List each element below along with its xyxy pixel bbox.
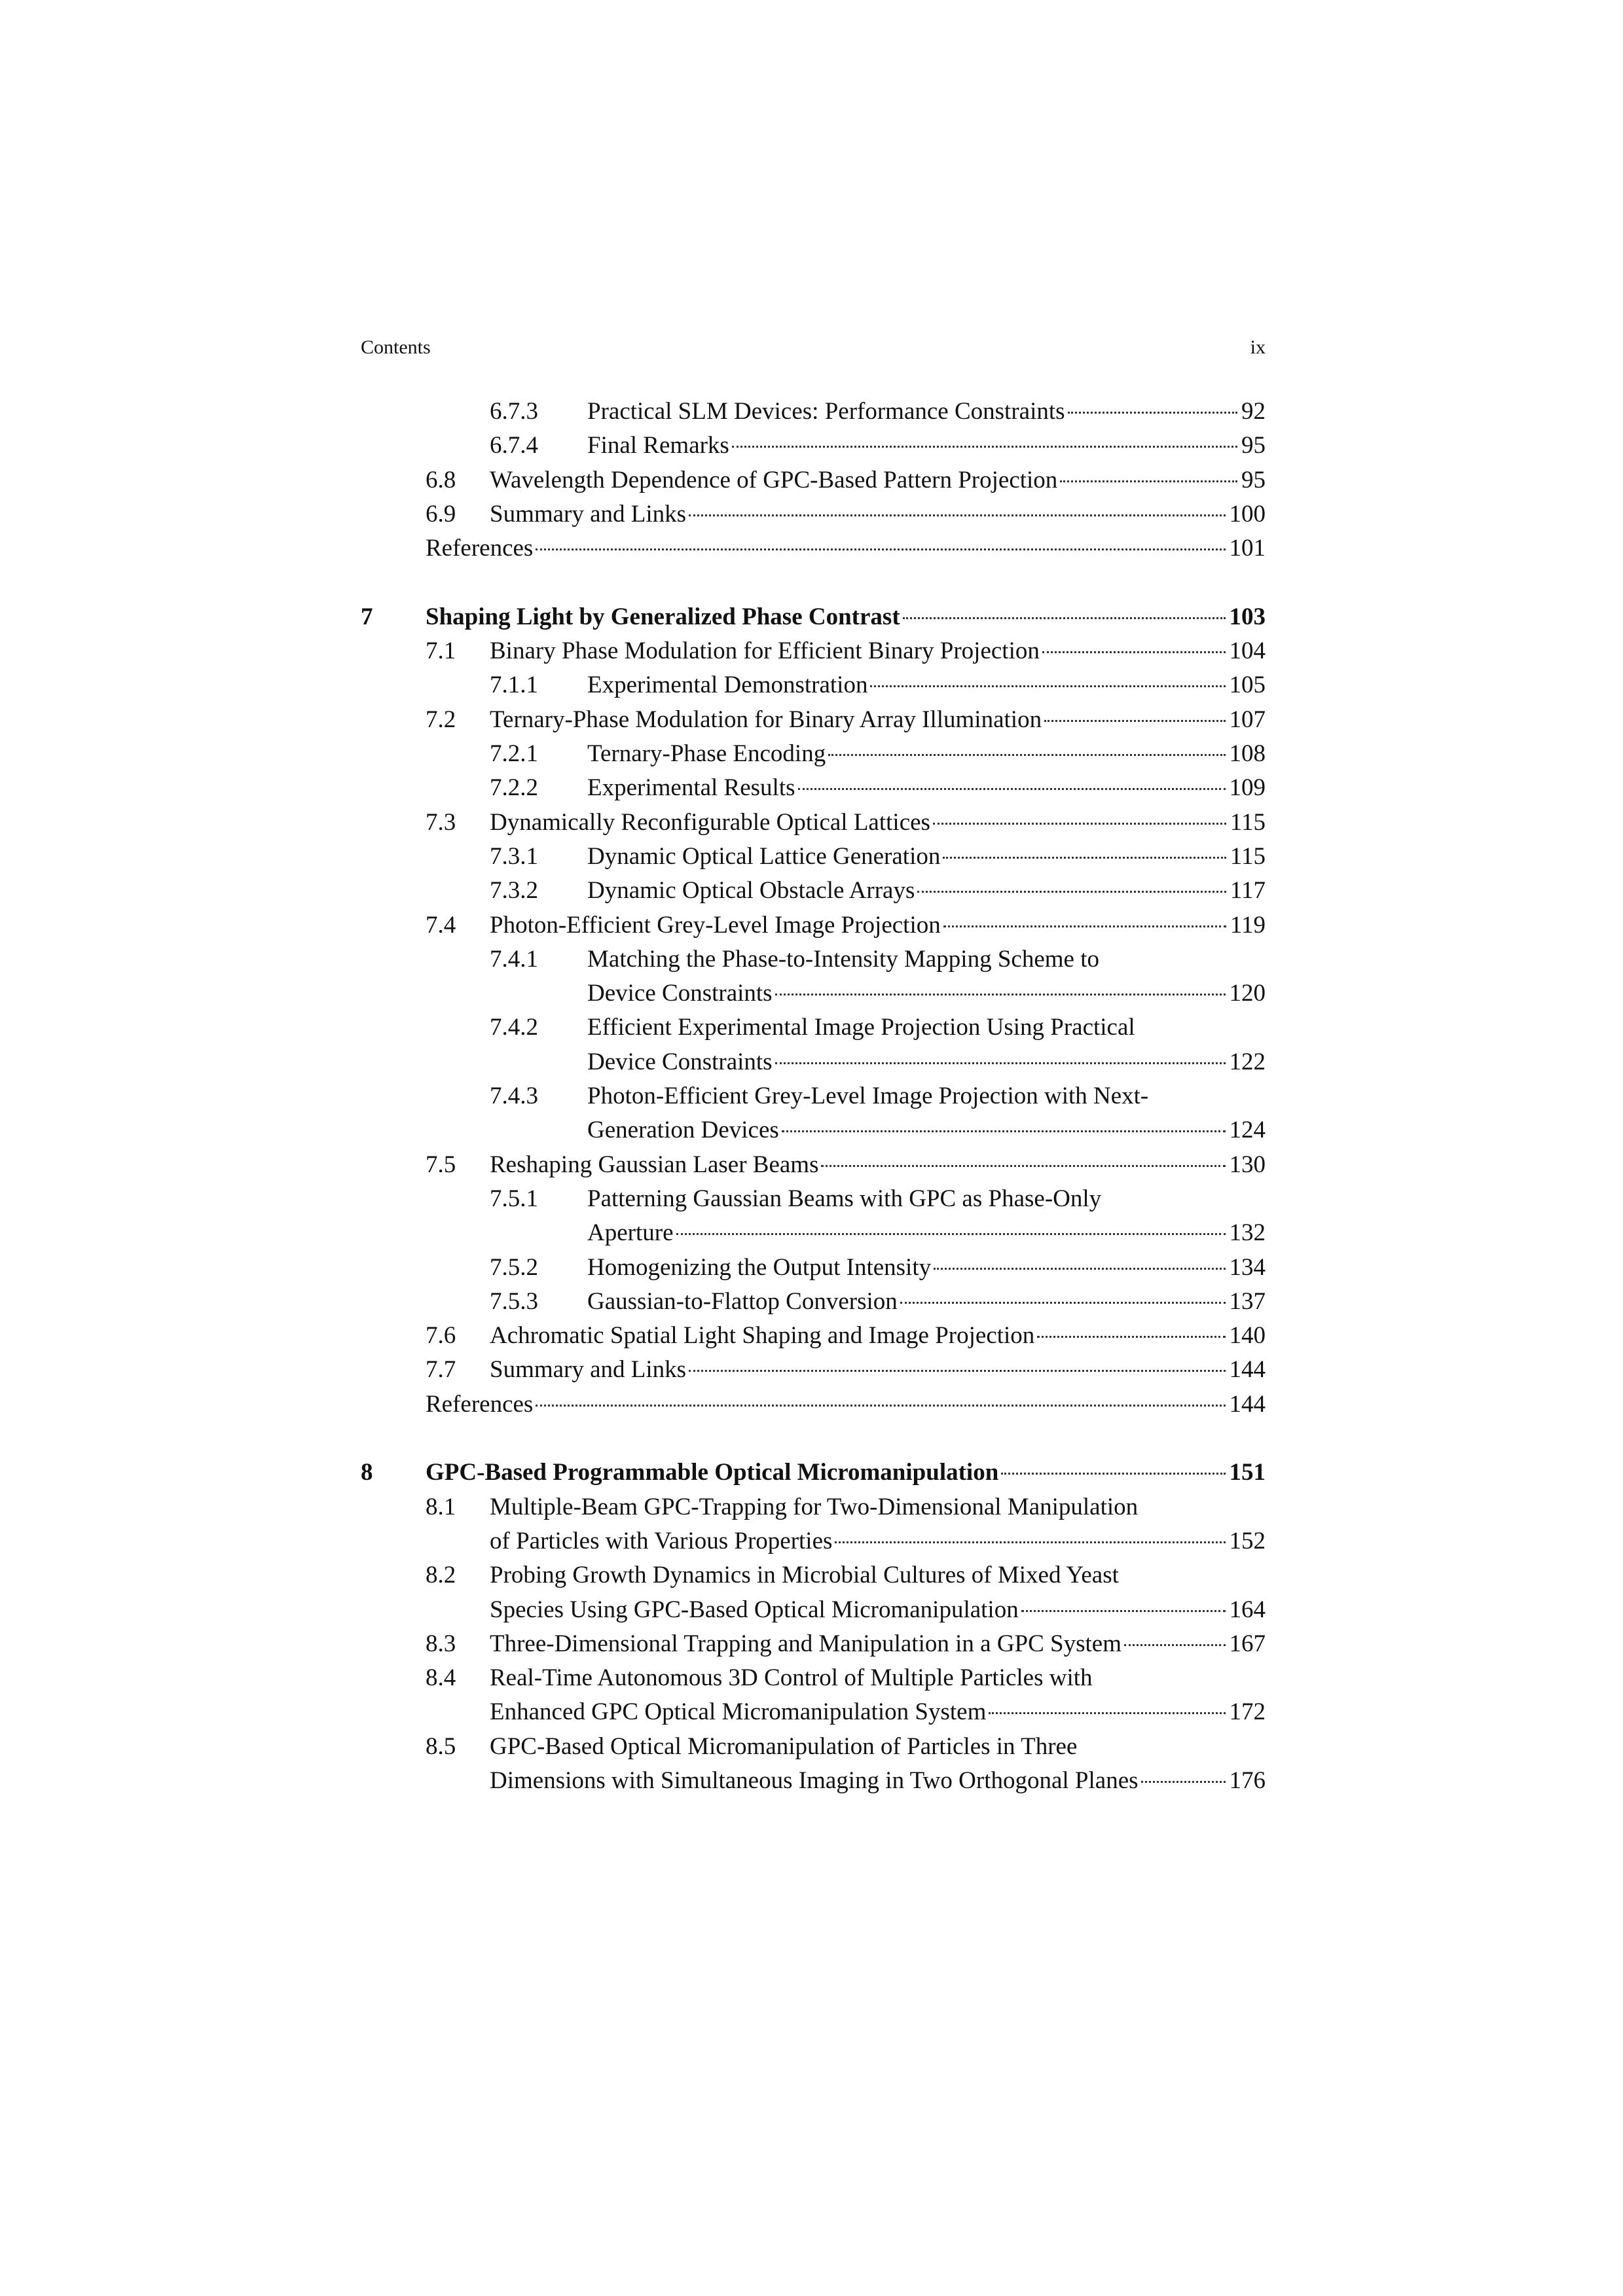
section-number: 6.9: [426, 500, 456, 528]
section-number: 7.3: [426, 808, 456, 836]
entry-title[interactable]: Probing Growth Dynamics in Microbial Cultures of Mixed Yeast: [490, 1562, 1119, 1589]
toc-entry[interactable]: [0, 497, 1623, 531]
toc-entry[interactable]: [0, 600, 1623, 634]
entry-body: [587, 737, 1266, 771]
dot-leader: [870, 685, 1225, 687]
entry-body: [490, 1730, 1266, 1764]
entry-title[interactable]: Summary and Links: [490, 1356, 687, 1384]
page-number-ref[interactable]: 167: [1229, 1630, 1266, 1657]
page-number-ref[interactable]: 144: [1229, 1390, 1266, 1418]
running-header-title: Contents: [361, 336, 431, 358]
entry-title[interactable]: Aperture: [587, 1219, 674, 1247]
page-number-ref[interactable]: 107: [1229, 706, 1266, 733]
entry-title[interactable]: GPC-Based Programmable Optical Micromanipulation: [426, 1459, 999, 1486]
entry-title[interactable]: Real-Time Autonomous 3D Control of Multiple Particles with: [490, 1664, 1093, 1692]
entry-title[interactable]: Photon-Efficient Grey-Level Image Projection with Next-: [587, 1083, 1149, 1109]
dot-leader: [933, 823, 1226, 825]
dot-leader: [1042, 651, 1226, 653]
dot-leader: [536, 1405, 1225, 1407]
entry-body: [587, 977, 1266, 1011]
entry-body: [426, 1388, 1266, 1422]
entry-body: [490, 806, 1266, 840]
section-number: 7.1: [426, 637, 456, 665]
page-number-ref[interactable]: 134: [1229, 1253, 1266, 1281]
entry-title[interactable]: Binary Phase Modulation for Efficient Binary Projection: [490, 637, 1040, 665]
entry-title[interactable]: Experimental Demonstration: [587, 672, 868, 699]
entry-title[interactable]: GPC-Based Optical Micromanipulation of Particles in Three: [490, 1732, 1078, 1760]
entry-body: [490, 1319, 1266, 1353]
entry-title[interactable]: Device Constraints: [587, 1048, 773, 1075]
section-number: 7.4.1: [490, 945, 538, 973]
toc-entry[interactable]: [0, 1251, 1623, 1285]
page-number-ref[interactable]: 172: [1229, 1698, 1266, 1726]
section-number: 7.5.3: [490, 1287, 538, 1315]
page-number-ref[interactable]: 108: [1229, 740, 1266, 767]
page-number-ref[interactable]: 95: [1241, 432, 1266, 459]
toc-entry[interactable]: [0, 1216, 1623, 1250]
entry-body: [587, 840, 1266, 874]
entry-body: [490, 703, 1266, 737]
section-number: 8.1: [426, 1493, 456, 1520]
dot-leader: [943, 857, 1226, 859]
entry-body: [490, 497, 1266, 531]
page-number-ref[interactable]: 95: [1241, 466, 1266, 493]
section-number: 7.1.1: [490, 672, 538, 699]
entry-title[interactable]: Reshaping Gaussian Laser Beams: [490, 1151, 819, 1178]
section-number: 7: [361, 603, 373, 630]
section-number: 8: [361, 1459, 373, 1486]
page-number-ref[interactable]: 122: [1229, 1048, 1266, 1075]
section-number: 6.7.3: [490, 398, 538, 425]
dot-leader: [917, 891, 1226, 893]
toc-entry[interactable]: [0, 1388, 1623, 1422]
entry-title[interactable]: of Particles with Various Properties: [490, 1527, 833, 1554]
dot-leader: [900, 1302, 1226, 1304]
section-number: 7.4: [426, 911, 456, 939]
section-number: 7.4.3: [490, 1083, 538, 1109]
section-number: 8.5: [426, 1732, 456, 1760]
entry-body: [587, 668, 1266, 702]
entry-title[interactable]: Final Remarks: [587, 432, 729, 459]
toc-entry[interactable]: [0, 1113, 1623, 1147]
entry-title[interactable]: Efficient Experimental Image Projection Using Practical: [587, 1014, 1135, 1041]
entry-body: [490, 1148, 1266, 1182]
section-number: 7.2.1: [490, 740, 538, 767]
entry-body: [490, 1661, 1266, 1695]
page-number-ref[interactable]: 109: [1229, 774, 1266, 802]
entry-body: [587, 874, 1266, 908]
entry-body: [426, 531, 1266, 565]
dot-leader: [1124, 1644, 1226, 1646]
dot-leader: [903, 617, 1226, 619]
entry-body: [587, 1079, 1266, 1113]
dot-leader: [1021, 1610, 1226, 1612]
page-number-ref[interactable]: 132: [1229, 1219, 1266, 1247]
section-number: 7.5: [426, 1151, 456, 1178]
toc-entry[interactable]: [0, 1045, 1623, 1079]
page-number-ref[interactable]: 101: [1229, 535, 1266, 562]
toc-entry[interactable]: [0, 1148, 1623, 1182]
entry-title[interactable]: Three-Dimensional Trapping and Manipulation in a GPC System: [490, 1630, 1122, 1657]
entry-body: [490, 634, 1266, 668]
entry-body: [587, 1251, 1266, 1285]
section-number: 7.6: [426, 1322, 456, 1350]
section-number: 7.7: [426, 1356, 456, 1384]
entry-body: [490, 1353, 1266, 1387]
section-number: 7.5.2: [490, 1253, 538, 1281]
toc-entry[interactable]: [0, 1353, 1623, 1387]
page-number-ref[interactable]: 152: [1229, 1527, 1266, 1554]
section-number: 6.7.4: [490, 432, 538, 459]
page-number-ref[interactable]: 137: [1229, 1287, 1266, 1315]
toc-entry[interactable]: [0, 703, 1623, 737]
entry-body: [587, 771, 1266, 805]
entry-title[interactable]: References: [426, 1390, 534, 1418]
toc-entry[interactable]: [0, 840, 1623, 874]
entry-body: [490, 1764, 1266, 1798]
section-number: 8.3: [426, 1630, 456, 1657]
section-number: 7.2.2: [490, 774, 538, 802]
page-number-ref[interactable]: 92: [1241, 398, 1266, 425]
dot-leader: [1068, 412, 1237, 414]
entry-title[interactable]: Matching the Phase-to-Intensity Mapping Scheme to: [587, 945, 1099, 973]
toc-entry[interactable]: [0, 1524, 1623, 1558]
dot-leader: [943, 925, 1226, 927]
toc-entry[interactable]: [0, 1011, 1623, 1045]
entry-title[interactable]: Shaping Light by Generalized Phase Contrast: [426, 603, 900, 630]
page-number-ref[interactable]: 119: [1230, 911, 1266, 939]
dot-leader: [1060, 480, 1237, 482]
dot-leader: [821, 1165, 1225, 1167]
entry-title[interactable]: Dynamically Reconfigurable Optical Lattices: [490, 808, 930, 836]
entry-title[interactable]: Photon-Efficient Grey-Level Image Projection: [490, 911, 941, 939]
entry-body: [587, 942, 1266, 977]
dot-leader: [536, 548, 1225, 550]
toc-entry[interactable]: [0, 1285, 1623, 1319]
page-number: ix: [1250, 336, 1266, 358]
dot-leader: [689, 1370, 1225, 1372]
page-number-ref[interactable]: 117: [1230, 877, 1266, 905]
page-number-ref[interactable]: 176: [1229, 1767, 1266, 1794]
toc-entry[interactable]: [0, 1661, 1623, 1695]
section-number: 6.8: [426, 466, 456, 493]
entry-title[interactable]: Ternary-Phase Modulation for Binary Array Illumination: [490, 706, 1042, 733]
entry-title[interactable]: Wavelength Dependence of GPC-Based Pattern Projection: [490, 466, 1058, 493]
entry-body: [587, 1182, 1266, 1216]
page-number-ref[interactable]: 130: [1229, 1151, 1266, 1178]
entry-title[interactable]: Homogenizing the Output Intensity: [587, 1253, 932, 1281]
toc-entry[interactable]: [0, 1558, 1623, 1592]
page-number-ref[interactable]: 124: [1229, 1117, 1266, 1144]
page-number-ref[interactable]: 105: [1229, 672, 1266, 699]
toc-entry[interactable]: [0, 1182, 1623, 1216]
entry-body: [587, 429, 1266, 463]
toc-entry[interactable]: [0, 942, 1623, 977]
section-number: 7.2: [426, 706, 456, 733]
dot-leader: [989, 1712, 1225, 1714]
toc-entry[interactable]: [0, 771, 1623, 805]
toc-entry[interactable]: [0, 395, 1623, 429]
entry-body: [490, 463, 1266, 497]
entry-body: [587, 1045, 1266, 1079]
page-number-ref[interactable]: 104: [1229, 637, 1266, 665]
entry-body: [490, 1558, 1266, 1592]
page-number-ref[interactable]: 100: [1229, 500, 1266, 528]
page-number-ref[interactable]: 115: [1230, 808, 1266, 836]
entry-title[interactable]: Gaussian-to-Flattop Conversion: [587, 1287, 898, 1315]
toc-entry[interactable]: [0, 874, 1623, 908]
entry-title[interactable]: Species Using GPC-Based Optical Micromanipulation: [490, 1596, 1019, 1623]
entry-title[interactable]: Patterning Gaussian Beams with GPC as Phase-Only: [587, 1185, 1102, 1212]
toc-entry[interactable]: [0, 1079, 1623, 1113]
entry-title[interactable]: Practical SLM Devices: Performance Constraints: [587, 398, 1065, 425]
toc-entry[interactable]: [0, 1730, 1623, 1764]
entry-body: [587, 1216, 1266, 1250]
toc-entry[interactable]: [0, 806, 1623, 840]
entry-body: [490, 1593, 1266, 1627]
dot-leader: [732, 446, 1237, 448]
entry-title[interactable]: Achromatic Spatial Light Shaping and Image Projection: [490, 1322, 1035, 1350]
section-number: 8.2: [426, 1562, 456, 1589]
toc-entry[interactable]: [0, 1593, 1623, 1627]
dot-leader: [676, 1233, 1226, 1235]
page-number-ref[interactable]: 164: [1229, 1596, 1266, 1623]
entry-title[interactable]: Enhanced GPC Optical Micromanipulation System: [490, 1698, 987, 1726]
toc-entry[interactable]: [0, 1490, 1623, 1524]
toc-entry[interactable]: [0, 1695, 1623, 1729]
entry-title[interactable]: Ternary-Phase Encoding: [587, 740, 826, 767]
page-number-ref[interactable]: 151: [1229, 1459, 1266, 1486]
entry-title[interactable]: Device Constraints: [587, 980, 773, 1007]
page-number-ref[interactable]: 115: [1230, 842, 1266, 870]
toc-entry[interactable]: [0, 531, 1623, 565]
entry-body: [426, 600, 1266, 634]
entry-body: [490, 1695, 1266, 1729]
toc-entry[interactable]: [0, 1627, 1623, 1661]
dot-leader: [1037, 1336, 1225, 1338]
entry-body: [490, 1524, 1266, 1558]
page-number-ref[interactable]: 120: [1229, 980, 1266, 1007]
dot-leader: [828, 754, 1225, 756]
dot-leader: [1001, 1473, 1225, 1475]
entry-body: [426, 1456, 1266, 1490]
entry-body: [490, 1490, 1266, 1524]
toc-entry[interactable]: [0, 737, 1623, 771]
entry-title[interactable]: Experimental Results: [587, 774, 795, 802]
entry-title[interactable]: Summary and Links: [490, 500, 687, 528]
dot-leader: [934, 1268, 1225, 1270]
page-number-ref[interactable]: 103: [1229, 603, 1266, 630]
entry-body: [587, 395, 1266, 429]
entry-body: [587, 1011, 1266, 1045]
entry-title[interactable]: Dynamic Optical Lattice Generation: [587, 842, 941, 870]
section-number: 7.4.2: [490, 1014, 538, 1041]
toc-entry[interactable]: [0, 668, 1623, 702]
toc-entry[interactable]: [0, 1456, 1623, 1490]
entry-body: [587, 1113, 1266, 1147]
dot-leader: [1044, 720, 1225, 722]
toc-entry[interactable]: [0, 429, 1623, 463]
section-number: 8.4: [426, 1664, 456, 1692]
dot-leader: [835, 1541, 1225, 1543]
dot-leader: [782, 1130, 1226, 1132]
entry-title[interactable]: Dynamic Optical Obstacle Arrays: [587, 877, 915, 905]
page-number-ref[interactable]: 144: [1229, 1356, 1266, 1384]
toc-entry[interactable]: [0, 634, 1623, 668]
toc-entry[interactable]: [0, 1319, 1623, 1353]
entry-title[interactable]: Generation Devices: [587, 1117, 779, 1144]
dot-leader: [775, 994, 1226, 996]
dot-leader: [689, 514, 1225, 516]
entry-title[interactable]: Multiple-Beam GPC-Trapping for Two-Dimensional Manipulation: [490, 1493, 1139, 1520]
dot-leader: [798, 788, 1226, 790]
toc-entry[interactable]: [0, 463, 1623, 497]
section-number: 7.3.2: [490, 877, 538, 905]
dot-leader: [775, 1062, 1226, 1064]
page-number-ref[interactable]: 140: [1229, 1322, 1266, 1350]
entry-body: [490, 908, 1266, 942]
entry-title[interactable]: References: [426, 535, 534, 562]
toc-entry[interactable]: [0, 977, 1623, 1011]
entry-title[interactable]: Dimensions with Simultaneous Imaging in Two Orthogonal Planes: [490, 1767, 1139, 1794]
dot-leader: [1141, 1781, 1226, 1783]
entry-body: [490, 1627, 1266, 1661]
section-number: 7.5.1: [490, 1185, 538, 1212]
section-number: 7.3.1: [490, 842, 538, 870]
toc-entry[interactable]: [0, 1764, 1623, 1798]
entry-body: [587, 1285, 1266, 1319]
toc-entry[interactable]: [0, 908, 1623, 942]
